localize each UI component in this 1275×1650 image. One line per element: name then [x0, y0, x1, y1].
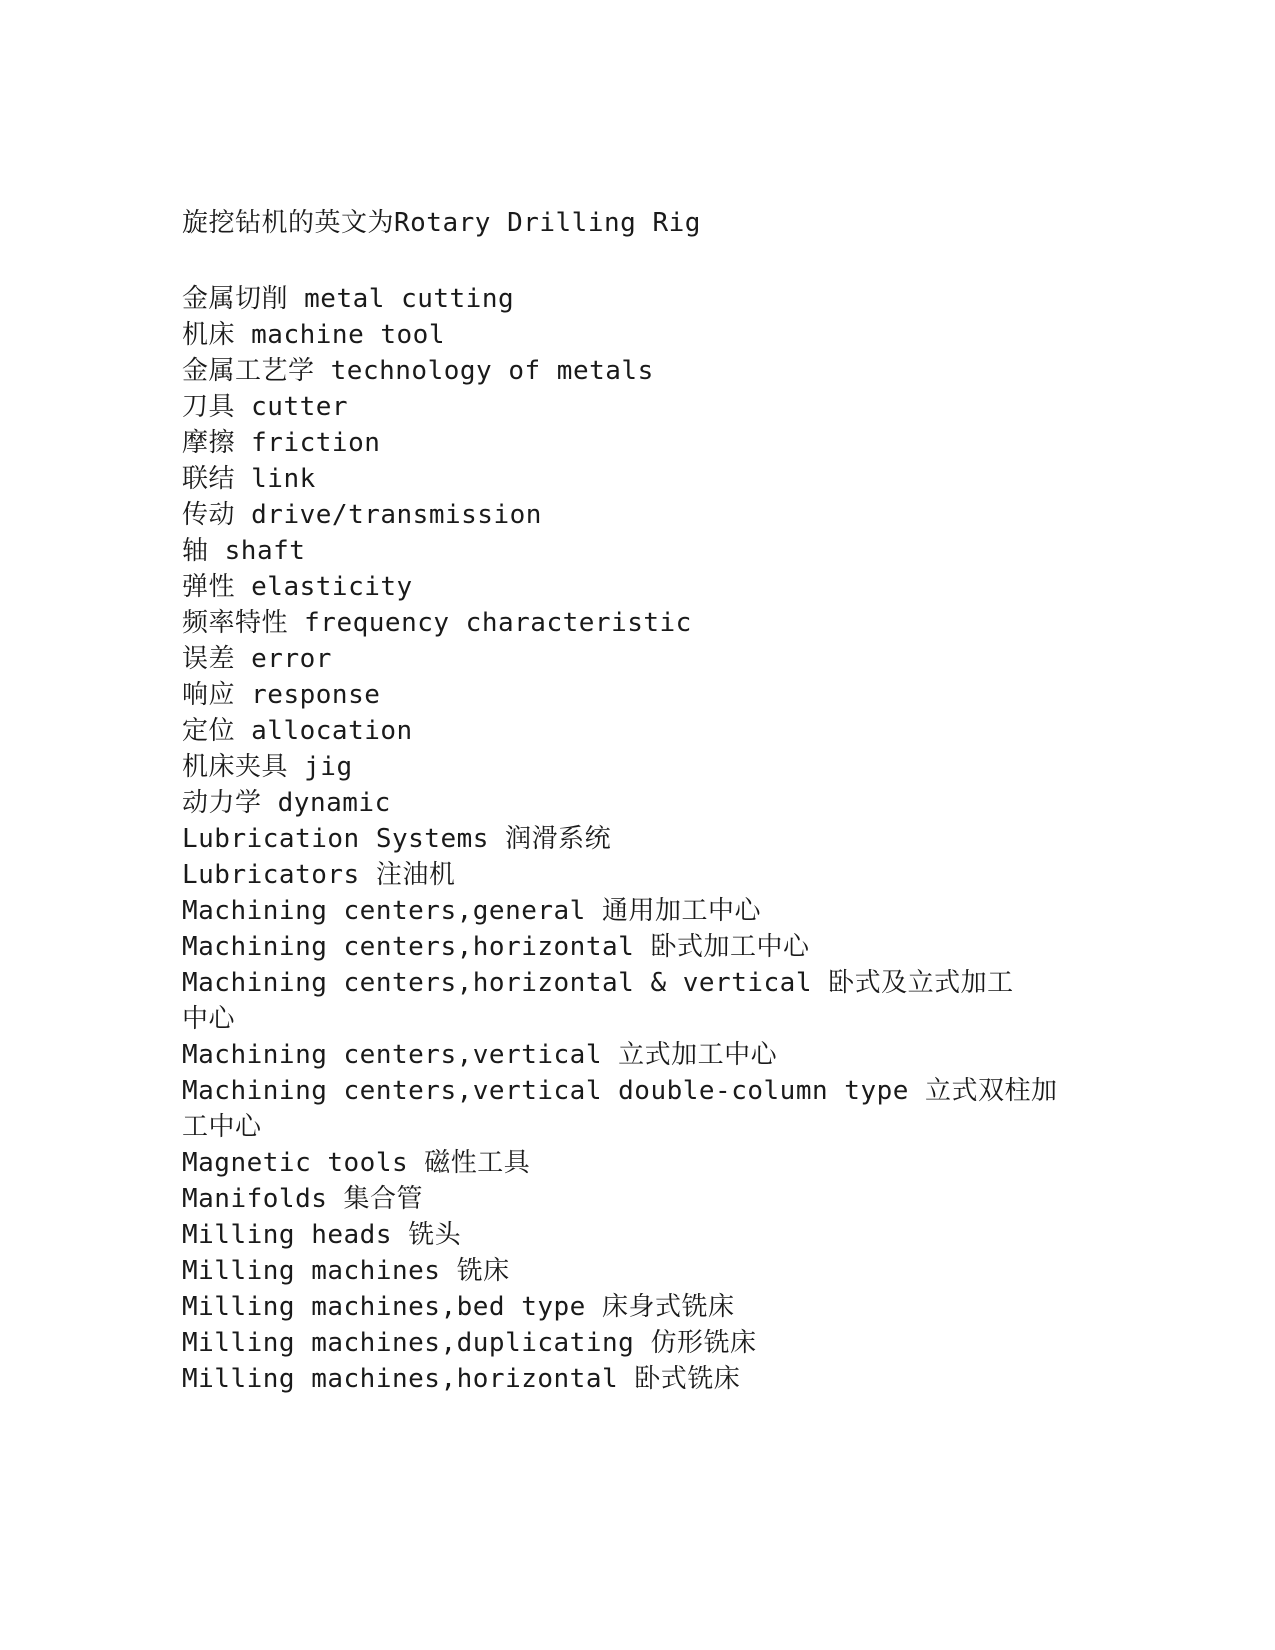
glossary-entry: 轴 shaft	[182, 536, 306, 566]
glossary-entry: Machining centers,vertical double-column type 立式双柱加	[182, 1076, 1058, 1106]
glossary-entry: Milling machines,bed type 床身式铣床	[182, 1292, 735, 1322]
glossary-entry: Milling machines,horizontal 卧式铣床	[182, 1364, 741, 1394]
glossary-entry: Milling heads 铣头	[182, 1220, 462, 1250]
document-title: 旋挖钻机的英文为Rotary Drilling Rig	[182, 208, 701, 238]
document-body	[182, 205, 1082, 1397]
glossary-list	[182, 281, 1082, 1397]
glossary-entry: 摩擦 friction	[182, 428, 381, 458]
glossary-entry: 动力学 dynamic	[182, 788, 391, 818]
glossary-entry: Manifolds 集合管	[182, 1184, 424, 1214]
glossary-entry: Machining centers,horizontal 卧式加工中心	[182, 932, 810, 962]
glossary-entry: Lubricators 注油机	[182, 860, 456, 890]
glossary-entry: Milling machines,duplicating 仿形铣床	[182, 1328, 757, 1358]
glossary-entry: 定位 allocation	[182, 716, 413, 746]
glossary-entry: Milling machines 铣床	[182, 1256, 510, 1286]
glossary-entry: 联结 link	[182, 464, 316, 494]
glossary-entry: 机床夹具 jig	[182, 752, 353, 782]
glossary-entry: Machining centers,general 通用加工中心	[182, 896, 761, 926]
glossary-entry: 金属切削 metal cutting	[182, 284, 515, 314]
glossary-entry-continuation: 工中心	[182, 1112, 262, 1142]
glossary-entry: 传动 drive/transmission	[182, 500, 542, 530]
glossary-entry: Magnetic tools 磁性工具	[182, 1148, 531, 1178]
glossary-entry: 机床 machine tool	[182, 320, 445, 350]
glossary-entry-continuation: 中心	[182, 1004, 236, 1034]
glossary-entry: 频率特性 frequency characteristic	[182, 608, 692, 638]
glossary-entry: Machining centers,horizontal & vertical 卧式及立式加工	[182, 968, 1014, 998]
glossary-entry: 金属工艺学 technology of metals	[182, 356, 654, 386]
glossary-entry: 刀具 cutter	[182, 392, 349, 422]
glossary-entry: 误差 error	[182, 644, 332, 674]
glossary-entry: 响应 response	[182, 680, 381, 710]
glossary-entry: Lubrication Systems 润滑系统	[182, 824, 612, 854]
glossary-entry: Machining centers,vertical 立式加工中心	[182, 1040, 778, 1070]
glossary-entry: 弹性 elasticity	[182, 572, 413, 602]
